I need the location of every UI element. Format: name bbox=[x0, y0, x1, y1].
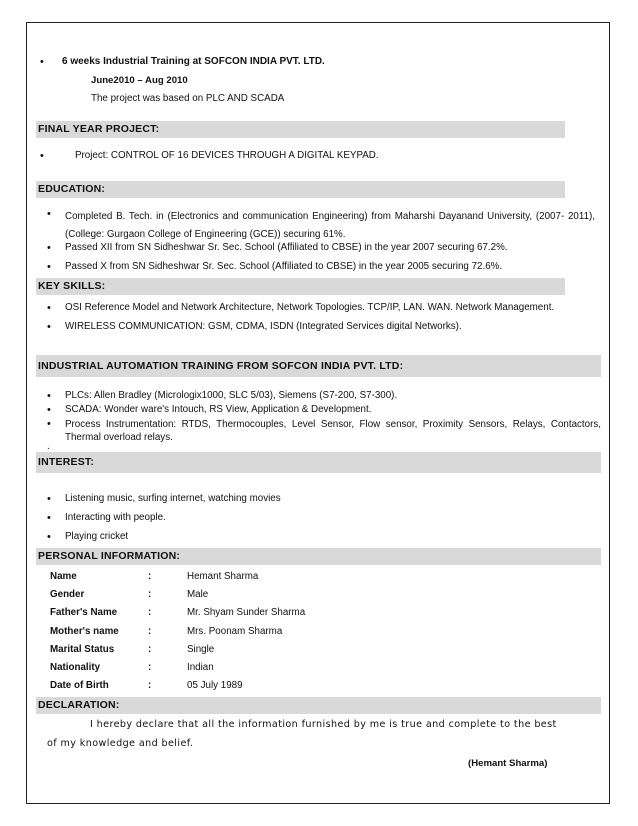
personal-info-value: Single bbox=[187, 644, 215, 655]
automation-item: PLCs: Allen Bradley (Micrologix1000, SLC 5/03), Siemens (S7-200, S7-300). bbox=[65, 390, 398, 401]
automation-item: Process Instrumentation: RTDS, Thermocouples, Level Sensor, Flow sensor, Proximity Sensors, Relays, Contactors, Thermal overload relays. bbox=[65, 419, 601, 443]
declaration-line: of my knowledge and belief. bbox=[47, 738, 194, 749]
bullet: • bbox=[40, 56, 44, 68]
final-project-item: Project: CONTROL OF 16 DEVICES THROUGH A DIGITAL KEYPAD. bbox=[75, 150, 379, 161]
personal-info-colon: : bbox=[148, 626, 152, 637]
key-skills-item: WIRELESS COMMUNICATION: GSM, CDMA, ISDN (Integrated Services digital Networks). bbox=[65, 321, 462, 332]
key-skills-item: OSI Reference Model and Network Architecture, Network Topologies. TCP/IP, LAN. WAN. Network Management. bbox=[65, 302, 555, 313]
training-title: 6 weeks Industrial Training at SOFCON INDIA PVT. LTD. bbox=[62, 56, 325, 67]
personal-info-label: Marital Status bbox=[50, 644, 115, 655]
bullet: • bbox=[47, 512, 51, 524]
education-heading: EDUCATION: bbox=[36, 181, 565, 198]
interest-heading: INTEREST: bbox=[36, 452, 601, 473]
personal-info-colon: : bbox=[148, 662, 152, 673]
declaration-line: I hereby declare that all the information furnished by me is true and complete to the best bbox=[90, 719, 557, 730]
automation-item: SCADA: Wonder ware's Intouch, RS View, Application & Development. bbox=[65, 404, 372, 415]
personal-info-colon: : bbox=[148, 607, 152, 618]
training-description: The project was based on PLC AND SCADA bbox=[91, 93, 285, 104]
personal-info-value: Mrs. Poonam Sharma bbox=[187, 626, 283, 637]
bullet: • bbox=[47, 531, 51, 543]
education-item: Passed X from SN Sidheshwar Sr. Sec. School (Affiliated to CBSE) in the year 2005 securing 72.6%. bbox=[65, 261, 503, 272]
education-item: Passed XII from SN Sidheshwar Sr. Sec. School (Affiliated to CBSE) in the year 2007 securing 67.2%. bbox=[65, 242, 508, 253]
personal-info-heading: PERSONAL INFORMATION: bbox=[36, 548, 601, 565]
bullet: • bbox=[47, 493, 51, 505]
personal-info-label: Father's Name bbox=[50, 607, 118, 618]
interest-item: Interacting with people. bbox=[65, 512, 166, 523]
bullet: • bbox=[47, 261, 51, 273]
personal-info-value: Male bbox=[187, 589, 209, 600]
bullet: • bbox=[47, 404, 51, 416]
personal-info-value: Indian bbox=[187, 662, 214, 673]
interest-item: Listening music, surfing internet, watching movies bbox=[65, 493, 281, 504]
declaration-heading: DECLARATION: bbox=[36, 697, 601, 714]
bullet: • bbox=[47, 418, 51, 430]
bullet: • bbox=[47, 321, 51, 333]
education-item: Completed B. Tech. in (Electronics and communication Engineering) from Maharshi Dayanand University, (2007- 2011), (College: Gurgaon College of Engineering (GCE)) securing 61%. bbox=[65, 211, 595, 240]
final-project-heading: FINAL YEAR PROJECT: bbox=[36, 121, 565, 138]
personal-info-label: Gender bbox=[50, 589, 85, 600]
personal-info-value: Hemant Sharma bbox=[187, 571, 259, 582]
personal-info-value: Mr. Shyam Sunder Sharma bbox=[187, 607, 306, 618]
personal-info-colon: : bbox=[148, 571, 152, 582]
personal-info-colon: : bbox=[148, 680, 152, 691]
personal-info-colon: : bbox=[148, 589, 152, 600]
personal-info-value: 05 July 1989 bbox=[187, 680, 243, 691]
trailing-dot: . bbox=[47, 441, 50, 452]
bullet: • bbox=[40, 150, 44, 162]
personal-info-label: Date of Birth bbox=[50, 680, 109, 691]
bullet: • bbox=[47, 208, 51, 220]
key-skills-heading: KEY SKILLS: bbox=[36, 278, 565, 295]
training-dates: June2010 – Aug 2010 bbox=[91, 75, 188, 86]
automation-heading: INDUSTRIAL AUTOMATION TRAINING FROM SOFCON INDIA PVT. LTD: bbox=[36, 355, 601, 377]
personal-info-label: Mother's name bbox=[50, 626, 119, 637]
personal-info-label: Name bbox=[50, 571, 77, 582]
bullet: • bbox=[47, 390, 51, 402]
signature: (Hemant Sharma) bbox=[468, 758, 548, 769]
interest-item: Playing cricket bbox=[65, 531, 129, 542]
bullet: • bbox=[47, 302, 51, 314]
bullet: • bbox=[47, 242, 51, 254]
personal-info-label: Nationality bbox=[50, 662, 101, 673]
personal-info-colon: : bbox=[148, 644, 152, 655]
